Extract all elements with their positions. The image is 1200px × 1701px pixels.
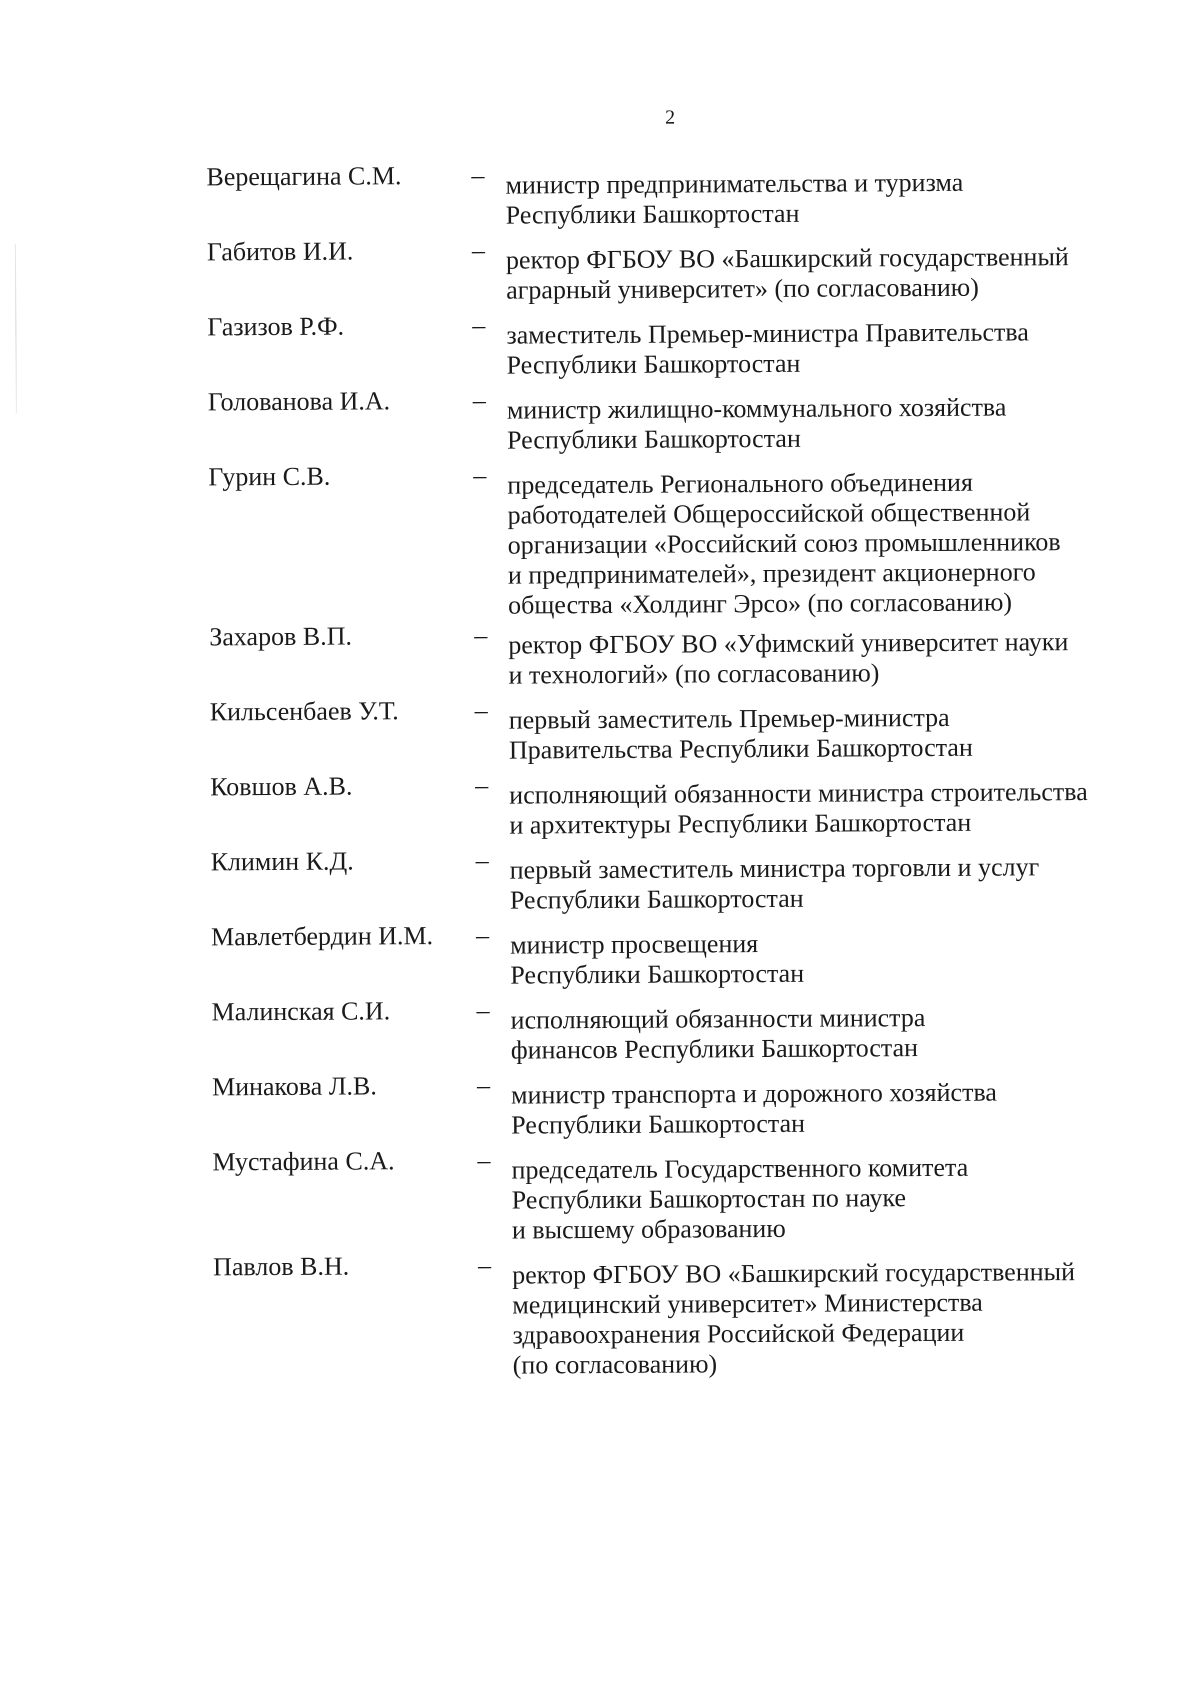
member-entry: [6, 1066, 1200, 1140]
member-role-line: медицинский университет» Министерства: [512, 1287, 983, 1320]
member-entry: [5, 841, 1200, 915]
member-role-line: Республики Башкортостан: [509, 883, 804, 915]
member-entry: [5, 991, 1200, 1065]
member-dash: –: [472, 310, 486, 340]
member-entry: [2, 456, 1200, 620]
member-role-line: финансов Республики Башкортостан: [510, 1033, 919, 1065]
member-dash: –: [473, 460, 487, 490]
member-role-line: Республики Башкортостан: [506, 348, 801, 380]
member-dash: –: [476, 995, 490, 1025]
member-role-line: (по согласованию): [512, 1349, 718, 1380]
member-role-line: ректор ФГБОУ ВО «Башкирский государственный: [505, 242, 1069, 275]
member-role-line: общества «Холдинг Эрсо» (по согласованию): [507, 587, 1013, 620]
member-role-line: первый заместитель министра торговли и услуг: [509, 852, 1040, 885]
member-role-line: Республики Башкортостан: [510, 958, 805, 990]
member-role-line: исполняющий обязанности министра строительства: [509, 777, 1088, 810]
member-role-line: и архитектуры Республики Башкортостан: [509, 807, 972, 840]
member-name: Габитов И.И.: [206, 236, 354, 267]
member-dash: –: [478, 1250, 492, 1280]
member-role-line: Республики Башкортостан: [506, 423, 801, 455]
member-role-line: и предпринимателей», президент акционерного: [507, 557, 1036, 590]
member-name: Малинская С.И.: [211, 996, 391, 1027]
member-role-line: министр транспорта и дорожного хозяйства: [510, 1077, 997, 1110]
member-dash: –: [471, 235, 486, 265]
member-dash: –: [475, 770, 489, 800]
member-role-line: министр просвещения: [510, 929, 759, 960]
member-entry: [6, 1141, 1200, 1245]
scan-edge-mark: [15, 244, 17, 414]
member-role-line: и высшему образованию: [511, 1213, 786, 1245]
member-role: [505, 167, 1145, 231]
member-role-line: министр жилищно-коммунального хозяйства: [506, 392, 1007, 425]
member-role-line: министр предпринимательства и туризма: [505, 167, 964, 200]
member-role-line: аграрный университет» (по согласованию): [506, 272, 979, 305]
member-role: [510, 852, 1150, 916]
member-name: Ковшов А.В.: [210, 771, 353, 802]
member-role-line: работодателей Общероссийской общественной: [507, 497, 1031, 530]
member-entry: [4, 691, 1200, 765]
member-role-line: и технологий» (по согласованию): [508, 658, 880, 690]
member-role: [508, 627, 1148, 691]
member-role: [512, 1257, 1153, 1381]
member-name: Газизов Р.Ф.: [207, 311, 345, 342]
member-dash: –: [471, 160, 485, 190]
member-name: Мавлетбердин И.М.: [211, 921, 434, 952]
member-dash: –: [472, 385, 486, 415]
member-dash: –: [476, 920, 490, 950]
member-dash: –: [476, 1070, 491, 1100]
member-role: [506, 317, 1146, 381]
member-entry: [1, 306, 1200, 380]
member-role-line: исполняющий обязанности министра: [510, 1003, 926, 1035]
member-name: Мустафина С.А.: [212, 1146, 395, 1177]
member-entry: [0, 156, 1200, 230]
member-dash: –: [474, 695, 488, 725]
member-role-line: Республики Башкортостан: [505, 198, 800, 230]
member-role-line: Республики Башкортостан по науке: [511, 1183, 907, 1215]
member-role-line: здравоохранения Российской Федерации: [512, 1317, 965, 1350]
member-name: Верещагина С.М.: [206, 161, 402, 192]
member-role: [509, 777, 1149, 841]
member-role-line: первый заместитель Премьер-министра: [508, 702, 950, 735]
member-role-line: председатель Государственного комитета: [511, 1152, 969, 1185]
member-entry: [7, 1246, 1200, 1380]
member-role: [510, 927, 1150, 991]
member-role-line: ректор ФГБОУ ВО «Уфимский университет науки: [508, 627, 1069, 660]
member-role-line: заместитель Премьер-министра Правительства: [506, 317, 1029, 350]
member-role: [511, 1002, 1151, 1066]
member-entry: [5, 916, 1200, 990]
member-dash: –: [474, 620, 488, 650]
member-role: [509, 702, 1149, 766]
member-name: Минакова Л.В.: [211, 1071, 377, 1102]
member-name: Павлов В.Н.: [213, 1251, 350, 1282]
page-number: 2: [665, 106, 676, 129]
member-dash: –: [477, 1145, 491, 1175]
member-name: Гурин С.В.: [208, 461, 331, 492]
member-role: [507, 392, 1147, 456]
member-entry: [4, 766, 1200, 840]
member-entry: [1, 231, 1200, 305]
member-name: Захаров В.П.: [209, 621, 353, 652]
member-role-line: председатель Регионального объединения: [507, 467, 973, 500]
member-role-line: организации «Российский союз промышленников: [507, 527, 1061, 560]
member-role: [507, 467, 1148, 621]
member-role: [506, 242, 1146, 306]
member-role-line: Республики Башкортостан: [511, 1108, 806, 1140]
member-role: [511, 1152, 1152, 1246]
member-name: Голованова И.А.: [207, 386, 391, 417]
member-name: Кильсенбаев У.Т.: [209, 696, 399, 727]
members-list: [0, 156, 1200, 1380]
member-name: Климин К.Д.: [210, 846, 354, 877]
member-dash: –: [475, 845, 489, 875]
member-entry: [2, 381, 1200, 455]
member-role: [511, 1077, 1151, 1141]
member-role-line: ректор ФГБОУ ВО «Башкирский государственный: [512, 1257, 1076, 1290]
member-role-line: Правительства Республики Башкортостан: [508, 732, 973, 765]
